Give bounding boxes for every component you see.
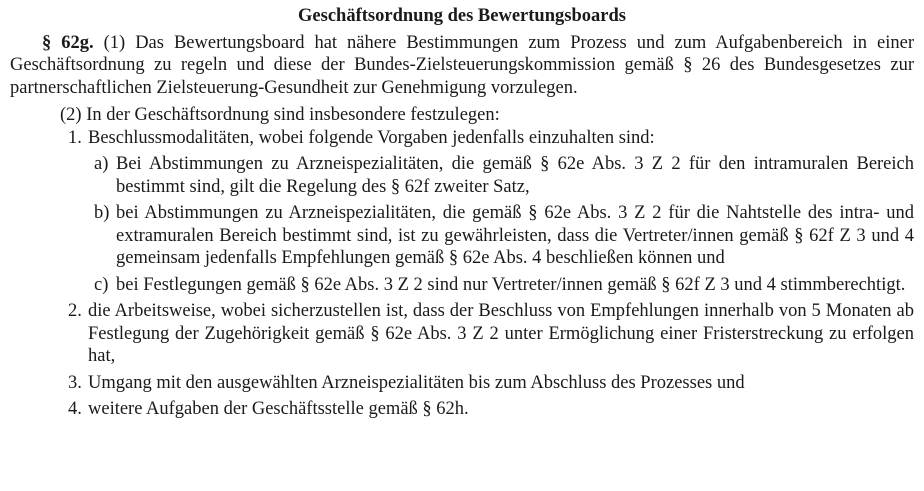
list-item-text: weitere Aufgaben der Geschäftsstelle gemäß § 62h. (88, 399, 469, 419)
sub-item-letter: c) (94, 274, 109, 295)
sub-item-text: bei Abstimmungen zu Arzneispezialitäten, die gemäß § 62e Abs. 3 Z 2 für die Nahtstelle des intra- und extramuralen Bereich bestimmt sind, ist zu gewährleisten, dass die Vertreter/innen gemäß § 62f Z 3 und 4 gemeinsam jedenfalls Empfehlungen gemäß § 62e Abs. 4 beschließen können und (116, 203, 914, 268)
paragraph-1-text: (1) Das Bewertungsboard hat nähere Bestimmungen zum Prozess und zum Aufgabenbereich in einer Geschäftsordnung zu regeln und diese der Bundes-Zielsteuerungskommission gemäß § 26 des Bundesgesetzes zur partnerschaftlichen Zielsteuerung-Gesundheit zur Genehmigung vorzulegen. (10, 32, 915, 98)
paragraph-2-intro: (2) In der Geschäftsordnung sind insbesondere festzulegen: (60, 105, 500, 125)
sub-item-a (94, 153, 914, 198)
sub-item-b (94, 202, 914, 270)
sub-item-letter: a) (94, 154, 109, 174)
sub-item-text: bei Festlegungen gemäß § 62e Abs. 3 Z 2 sind nur Vertreter/innen gemäß § 62f Z 3 und 4 stimmberechtigt. (116, 274, 906, 295)
list-item-2 (68, 300, 914, 368)
list-item-1 (68, 127, 914, 150)
sub-item-letter: b) (94, 203, 110, 223)
sub-item-c (94, 274, 914, 297)
paragraph-1 (10, 32, 914, 100)
list-item-3 (68, 372, 914, 395)
list-item-number: 4. (68, 399, 82, 419)
list-item-text: Umgang mit den ausgewählten Arzneispezialitäten bis zum Abschluss des Prozesses und (88, 372, 745, 393)
document-heading: Geschäftsordnung des Bewertungsboards (298, 6, 626, 26)
list-item-number: 3. (68, 372, 82, 393)
list-item-text: Beschlussmodalitäten, wobei folgende Vorgaben jedenfalls einzuhalten sind: (88, 127, 655, 148)
list-item-4 (68, 398, 914, 421)
list-item-number: 2. (68, 301, 82, 321)
list-item-text: die Arbeitsweise, wobei sicherzustellen ist, dass der Beschluss von Empfehlungen innerhalb von 5 Monaten ab Festlegung der Zugehörigkeit gemäß § 62e Abs. 3 Z 2 unter Ermöglichung einer Fristerstreckung zu erfolgen hat, (88, 301, 914, 366)
list-item-number: 1. (68, 127, 82, 148)
section-label: § 62g. (42, 32, 94, 53)
sub-item-text: Bei Abstimmungen zu Arzneispezialitäten, die gemäß § 62e Abs. 3 Z 2 für den intramuralen Bereich bestimmt sind, gilt die Regelung des § 62f zweiter Satz, (116, 154, 914, 197)
